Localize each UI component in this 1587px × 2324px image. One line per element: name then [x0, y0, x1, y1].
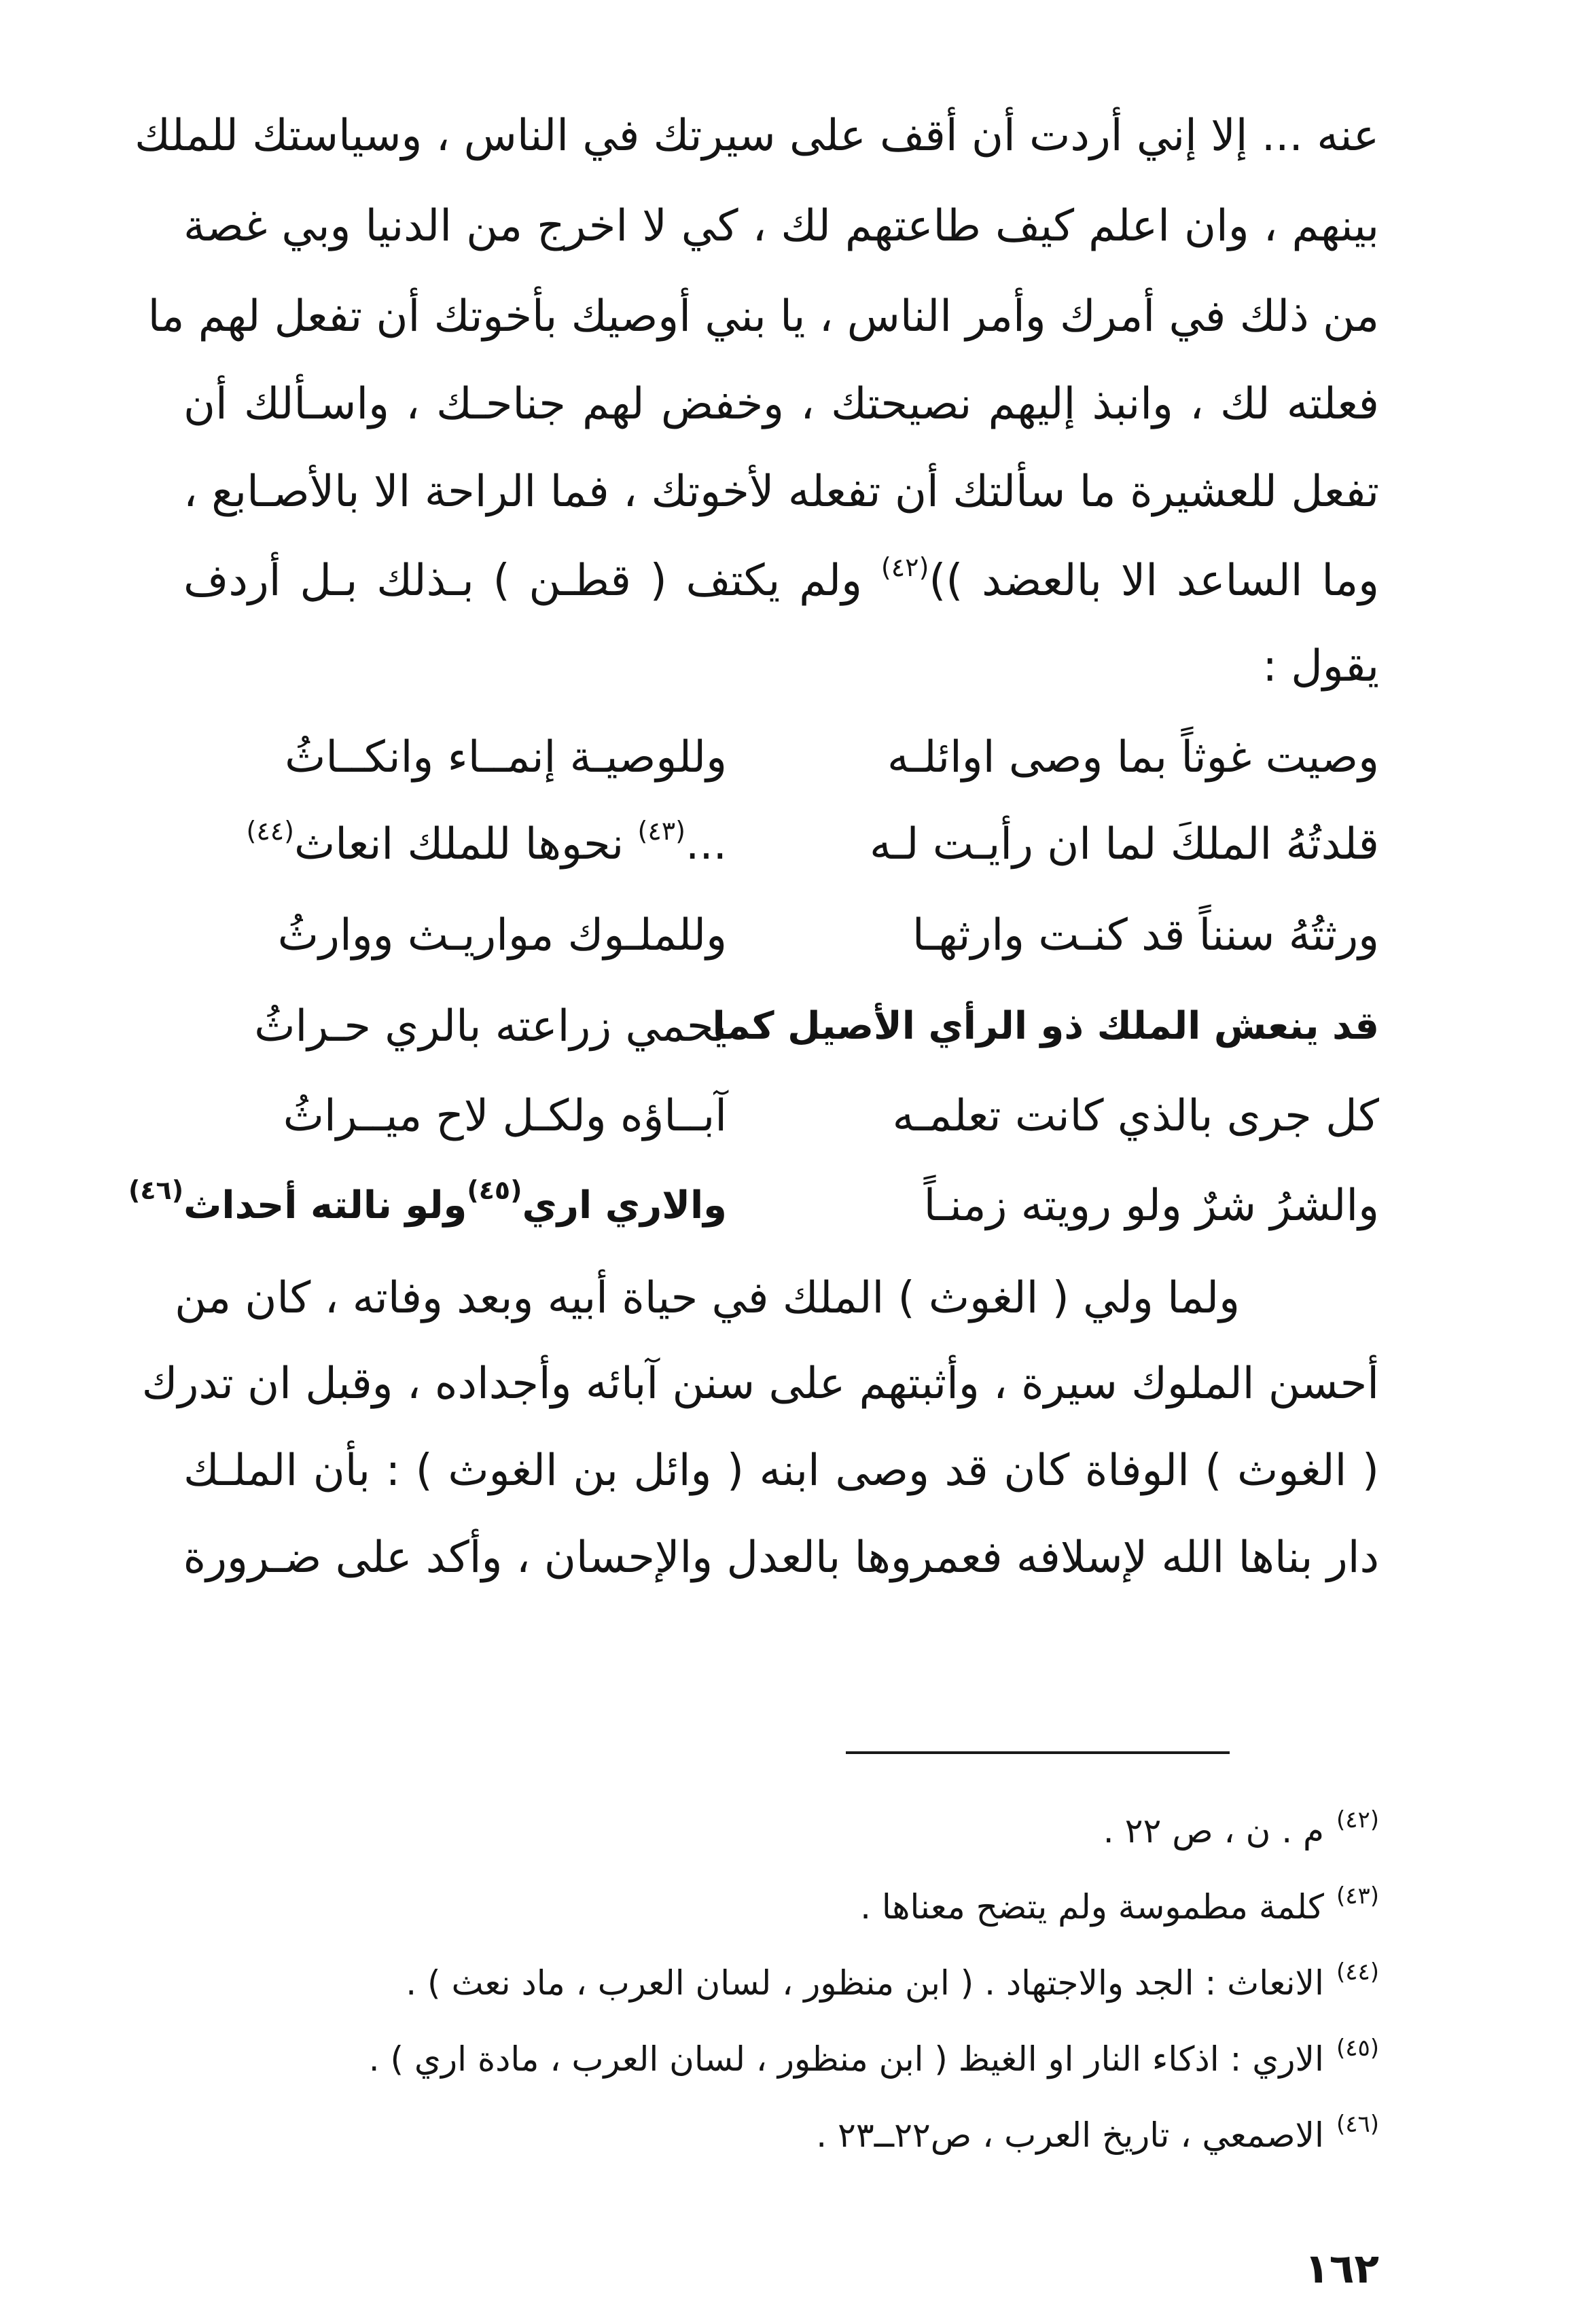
verse-text: نحوها للملك انعاث — [293, 819, 638, 870]
verse-first-hemistich: قد ينعش الملك ذو الرأي الأصيل كما — [712, 1004, 1379, 1048]
verse-first-hemistich: كل جرى بالذي كانت تعلمـه — [892, 1091, 1379, 1141]
footnote-number: (٤٤) — [1336, 1959, 1379, 1986]
footnote-ref: (٤٥) — [467, 1175, 522, 1205]
prose-text: وما الساعد الا بالعضد )) — [929, 556, 1379, 606]
page-number: ١٦٢ — [1304, 2245, 1379, 2293]
prose-line: عنه ... إلا إني أردت أن أقف على سيرتك في الناس ، وسياستك للملك — [135, 111, 1379, 161]
footnote-divider — [846, 1751, 1230, 1754]
verse-second-hemistich — [128, 1168, 727, 1243]
prose-line: دار بناها الله لإسلافه فعمروها بالعدل والإحسان ، وأكد على ضـرورة — [183, 1533, 1379, 1583]
footnote-text: كلمة مطموسة ولم يتضح معناها . — [860, 1887, 1324, 1927]
verse-second-hemistich: يحمي زراعته بالري حـراثُ — [254, 1001, 727, 1052]
prose-line: أحسن الملوك سيرة ، وأثبتهم على سنن آبائه وأجداده ، وقبل ان تدرك — [141, 1359, 1379, 1409]
prose-line: بينهم ، وان اعلم كيف طاعتهم لك ، كي لا اخرج من الدنيا وبي غصة — [183, 201, 1379, 251]
footnote-ref: (٤٦) — [128, 1175, 184, 1205]
prose-line-indented: ولما ولي ( الغوث ) الملك في حياة أبيه وبعد وفاته ، كان من — [175, 1273, 1240, 1323]
prose-line-with-note — [183, 543, 1379, 618]
verse-first-hemistich: وصيت غوثاً بما وصى اوائلـه — [887, 732, 1379, 783]
verse-second-hemistich: آبــاؤه ولكـل لاح ميــراثُ — [283, 1091, 727, 1141]
footnote — [156, 2028, 1379, 2090]
footnote-ref: (٤٢) — [880, 552, 929, 582]
footnote-text: الانعاث : الجد والاجتهاد . ( ابن منظور ، لسان العرب ، ماد نعث ) . — [406, 1963, 1324, 2003]
verse-first-hemistich: قلدتُهُ الملكَ لما ان رأيـت لـه — [869, 819, 1379, 870]
prose-text: ولم يكتف ( قطـن ) بـذلك بـل أردف — [183, 556, 881, 606]
footnote-text: الاري : اذكاء النار او الغيظ ( ابن منظور ، لسان العرب ، مادة اري ) . — [368, 2039, 1324, 2079]
verse-second-hemistich — [183, 807, 727, 882]
prose-line: ( الغوث ) الوفاة كان قد وصى ابنه ( وائل بن الغوث ) : بأن الملـك — [183, 1446, 1379, 1496]
footnote-number: (٤٢) — [1336, 1806, 1379, 1834]
footnote-number: (٤٥) — [1336, 2035, 1379, 2062]
footnote — [156, 1800, 1379, 1861]
verse-text: ... — [685, 819, 727, 870]
footnote-number: (٤٦) — [1336, 2111, 1379, 2138]
prose-line: تفعل للعشيرة ما سألتك أن تفعله لأخوتك ، فما الراحة الا بالأصـابع ، — [183, 467, 1379, 517]
footnote — [156, 1952, 1379, 2014]
prose-line: فعلته لك ، وانبذ إليهم نصيحتك ، وخفض لهم جناحـك ، واسـألك أن — [183, 379, 1379, 429]
footnote-text: الاصمعي ، تاريخ العرب ، ص٢٢ــ٢٣ . — [816, 2115, 1324, 2155]
footnote — [156, 1876, 1379, 1937]
verse-text: والاري اري — [522, 1183, 727, 1228]
prose-line: من ذلك في أمرك وأمر الناس ، يا بني أوصيك بأخوتك أن تفعل لهم ما — [147, 291, 1379, 342]
prose-line: يقول : — [1262, 641, 1379, 692]
verse-first-hemistich: ورثتُهُ سنناً قد كنـت وارثهـا — [912, 910, 1379, 961]
footnote-text: م . ن ، ص ٢٢ . — [1103, 1811, 1324, 1851]
verse-text: ولو نالته أحداث — [183, 1183, 467, 1228]
footnote-ref: (٤٤) — [246, 816, 294, 846]
footnote-number: (٤٣) — [1336, 1882, 1379, 1910]
verse-second-hemistich: وللملـوك مواريـث ووارثُ — [277, 910, 727, 961]
footnote-ref: (٤٣) — [637, 816, 685, 846]
verse-first-hemistich: والشرُ شرٌ ولو رويته زمنـاً — [923, 1181, 1379, 1231]
verse-second-hemistich: وللوصيـة إنمــاء وانكــاثُ — [285, 732, 727, 783]
footnote — [156, 2105, 1379, 2166]
